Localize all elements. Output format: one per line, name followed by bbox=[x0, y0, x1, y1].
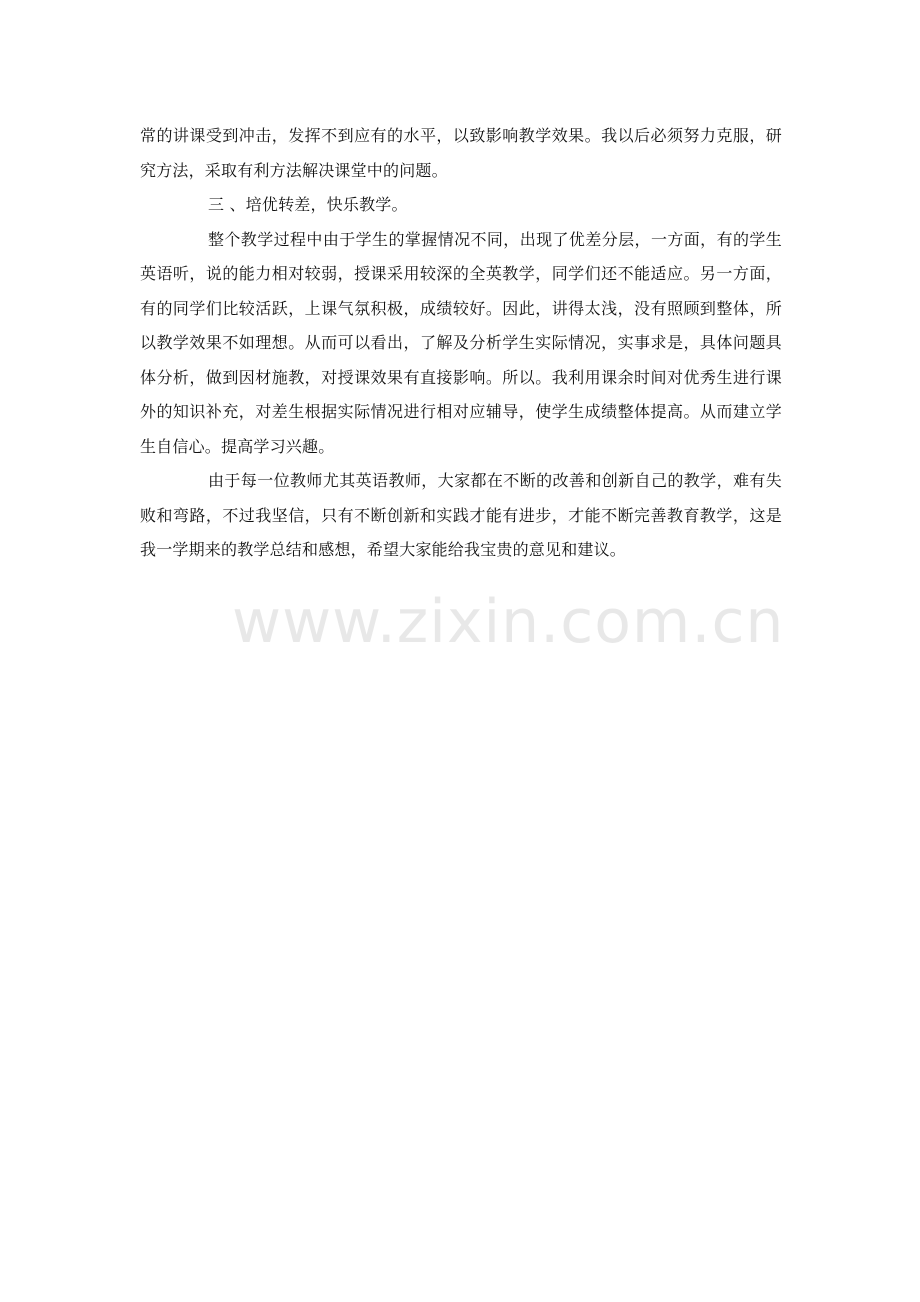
document-body bbox=[140, 119, 782, 568]
watermark: www.zixin.com.cn bbox=[232, 587, 785, 657]
paragraph-conclusion: 由于每一位教师尤其英语教师，大家都在不断的改善和创新自己的教学，难有失败和弯路，不过我坚信，只有不断创新和实践才能有进步，才能不断完善教育教学，这是我一学期来的教学总结和感想，希望大家能给我宝贵的意见和建议。 bbox=[140, 471, 782, 559]
paragraph-continuation: 常的讲课受到冲击，发挥不到应有的水平，以致影响教学效果。我以后必须努力克服，研究方法，采取有利方法解决课堂中的问题。 bbox=[140, 126, 782, 180]
paragraph-body: 整个教学过程中由于学生的掌握情况不同，出现了优差分层，一方面，有的学生英语听，说的能力相对较弱，授课采用较深的全英教学，同学们还不能适应。另一方面，有的同学们比较活跃，上课气氛积极，成绩较好。因此，讲得太浅，没有照顾到整体，所以教学效果不如理想。从而可以看出，了解及分析学生实际情况，实事求是，具体问题具体分析，做到因材施教，对授课效果有直接影响。所以。我利用课余时间对优秀生进行课外的知识补充，对差生根据实际情况进行相对应辅导，使学生成绩整体提高。从而建立学生自信心。提高学习兴趣。 bbox=[140, 229, 782, 456]
section-heading: 三 、培优转差，快乐教学。 bbox=[208, 195, 408, 214]
